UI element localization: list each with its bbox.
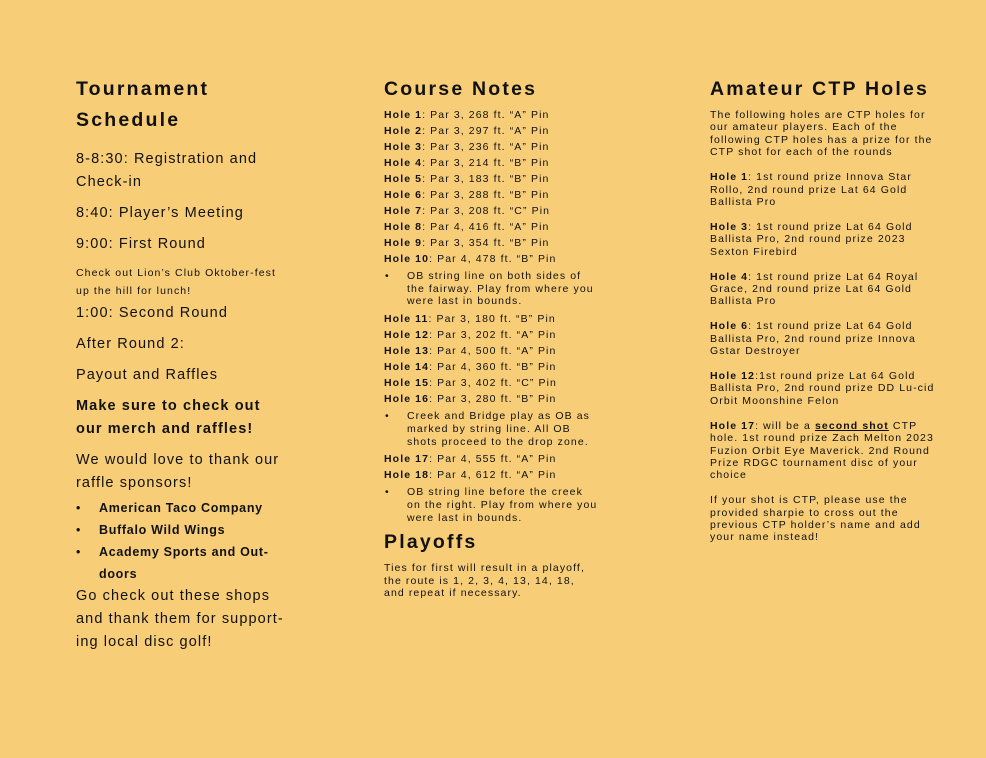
sponsor-item: • Buffalo Wild Wings <box>76 519 291 541</box>
second-shot-emphasis: second shot <box>814 419 889 432</box>
hole-row: Hole 11: Par 3, 180 ft. “B” Pin <box>384 313 556 326</box>
ctp-hole: Hole 4: 1st round prize Lat 64 Royal Grace, 2nd round prize Lat 64 Gold Ballista Pro <box>710 270 919 308</box>
hole-row: Hole 14: Par 4, 360 ft. “B” Pin <box>384 361 557 374</box>
course-column <box>384 74 599 600</box>
schedule-title: Tournament Schedule <box>76 78 210 131</box>
hole-row: Hole 4: Par 3, 214 ft. “B” Pin <box>384 157 550 169</box>
ob-note: • OB string line on both sides of the fairway. Play from where you were last in bounds. <box>384 270 599 308</box>
hole-row: Hole 13: Par 4, 500 ft. “A” Pin <box>384 345 557 358</box>
hole-row: Hole 5: Par 3, 183 ft. “B” Pin <box>384 173 550 185</box>
sponsor-thanks: We would love to thank our raffle sponsors! <box>76 452 280 491</box>
sponsor-list <box>76 497 291 585</box>
first-round-time: 9:00: First Round <box>76 236 206 252</box>
ctp-title: Amateur CTP Holes <box>710 78 930 100</box>
hole-row: Hole 9: Par 3, 354 ft. “B” Pin <box>384 237 550 249</box>
ob-creek-note: • OB string line before the creek on the right. Play from where you were last in bounds. <box>384 486 599 524</box>
ctp-hole: Hole 6: 1st round prize Lat 64 Gold Ballista Pro, 2nd round prize Innova Gstar Destroyer <box>710 320 916 358</box>
ctp-column <box>710 74 942 556</box>
ctp-closing: If your shot is CTP, please use the provided sharpie to cross out the previous CTP holder’s name and add your name instead! <box>710 494 921 544</box>
hole-row: Hole 6: Par 3, 288 ft. “B” Pin <box>384 189 550 201</box>
sponsor-item: • Academy Sports and Out-doors <box>76 541 291 585</box>
hole-list-b <box>384 311 599 407</box>
hole-row: Hole 12: Par 3, 202 ft. “A” Pin <box>384 329 557 342</box>
ctp-hole-17: Hole 17: will be a second shot CTP hole. 1st round prize Zach Melton 2023 Fuzion Orbit Eye Maverick. 2nd Round Prize RDGC tournament disc of your choice <box>710 419 934 482</box>
hole-list-a <box>384 107 599 267</box>
ctp-hole: Hole 3: 1st round prize Lat 64 Gold Ballista Pro, 2nd round prize 2023 Sexton Firebird <box>710 220 913 258</box>
hole-row: Hole 3: Par 3, 236 ft. “A” Pin <box>384 141 550 153</box>
schedule-column <box>76 74 291 662</box>
hole-list-c <box>384 451 599 483</box>
lunch-note: Check out Lion’s Club Oktober-fest up the hill for lunch! <box>76 267 277 297</box>
meeting-time: 8:40: Player’s Meeting <box>76 205 244 221</box>
ctp-hole: Hole 1: 1st round prize Innova Star Rollo, 2nd round prize Lat 64 Gold Ballista Pro <box>710 171 912 208</box>
hole-row: Hole 2: Par 3, 297 ft. “A” Pin <box>384 125 550 137</box>
hole-row: Hole 10: Par 4, 478 ft. “B” Pin <box>384 253 557 265</box>
creek-note: • Creek and Bridge play as OB as marked by string line. All OB shots proceed to the drop zone. <box>384 410 599 448</box>
closing-text: Go check out these shops and thank them for support-ing local disc golf! <box>76 588 284 650</box>
hole-row: Hole 1: Par 3, 268 ft. “A” Pin <box>384 109 550 121</box>
ctp-intro: The following holes are CTP holes for our amateur players. Each of the following CTP holes has a prize for the CTP shot for each of the rounds <box>710 109 933 159</box>
hole-row: Hole 8: Par 4, 416 ft. “A” Pin <box>384 221 550 233</box>
sponsor-item: • American Taco Company <box>76 497 291 519</box>
after-round-text: After Round 2: <box>76 336 185 352</box>
hole-row: Hole 16: Par 3, 280 ft. “B” Pin <box>384 393 557 406</box>
playoffs-title: Playoffs <box>384 531 478 554</box>
hole-row: Hole 15: Par 3, 402 ft. “C” Pin <box>384 377 558 390</box>
merch-note: Make sure to check out our merch and raffles! <box>76 398 261 437</box>
payout-text: Payout and Raffles <box>76 367 219 383</box>
hole-row: Hole 17: Par 4, 555 ft. “A” Pin <box>384 453 557 466</box>
hole-row: Hole 7: Par 3, 208 ft. “C” Pin <box>384 205 551 217</box>
playoffs-text: Ties for first will result in a playoff, the route is 1, 2, 3, 4, 13, 14, 18, and repeat if necessary. <box>384 562 585 600</box>
registration-time: 8-8:30: Registration and Check-in <box>76 151 258 190</box>
ctp-hole: Hole 12:1st round prize Lat 64 Gold Ballista Pro, 2nd round prize DD Lu-cid Orbit Moonshine Felon <box>710 370 935 407</box>
hole-row: Hole 18: Par 4, 612 ft. “A” Pin <box>384 469 557 482</box>
second-round-time: 1:00: Second Round <box>76 305 229 321</box>
course-title: Course Notes <box>384 78 538 100</box>
